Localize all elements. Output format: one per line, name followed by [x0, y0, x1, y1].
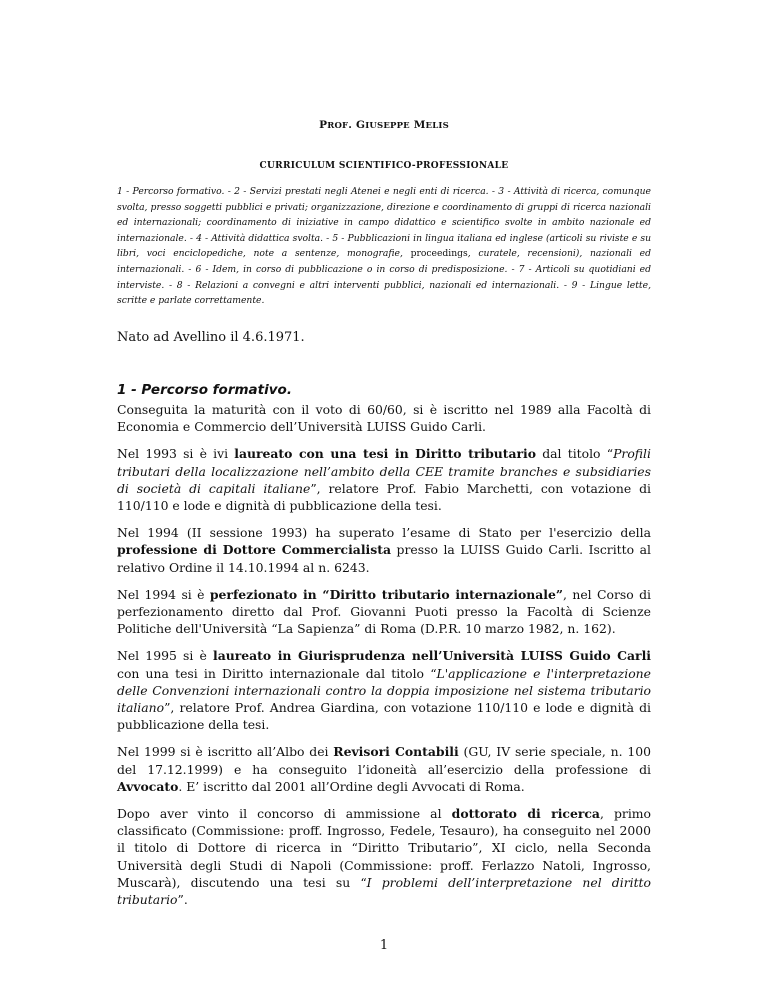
text: (GU, IV serie speciale, n. 100 del 17.12.1999) e ha conseguito l’idoneità all’esercizio della professione di: [117, 744, 651, 777]
title-part: ELIS: [425, 121, 449, 131]
birth-info: Nato ad Avellino il 4.6.1971.: [117, 330, 305, 345]
text-italic: Profili tributari della localizzazione nell’ambito della CEE tramite branches e subsidiaries di società di capitali italiane: [117, 446, 651, 496]
text: presso la LUISS Guido Carli. Iscritto al relativo Ordine il 14.10.1994 al n. 6243.: [117, 542, 652, 575]
table-of-contents-summary: [117, 184, 651, 309]
section-body: [117, 401, 651, 918]
text: . E’ iscritto dal 2001 all’Ordine degli Avvocati di Roma.: [178, 778, 525, 794]
text-italic: I problemi dell’interpretazione nel diritto tributario: [117, 874, 651, 908]
text-bold: Revisori Contabili: [333, 744, 459, 760]
title-part: . G: [348, 119, 366, 131]
document-title: [117, 119, 651, 131]
text-italic: L'applicazione e l'interpretazione delle Convenzioni internazionali contro la doppia imposizione nel sistema tributario italiano: [117, 665, 651, 716]
document-subtitle: CURRICULUM SCIENTIFICO-PROFESSIONALE: [259, 161, 509, 171]
title-part: IUSEPPE: [365, 121, 410, 131]
title-part: P: [319, 119, 328, 131]
paragraph: [117, 445, 651, 514]
summary-text: proceedings: [410, 248, 468, 260]
text: ”, relatore Prof. Andrea Giardina, con votazione 110/110 e lode e dignità di pubblicazione della tesi.: [117, 700, 651, 733]
title-part: M: [409, 119, 426, 131]
text: Nel 1994 (II sessione 1993) ha superato l’esame di Stato per l'esercizio della: [117, 525, 651, 541]
text: Conseguita la maturità con il voto di 60/60, si è iscritto nel 1989 alla Facoltà di Economia e Commercio dell’Università LUISS Guido Carli.: [117, 402, 651, 435]
text-bold: laureato con una tesi in Diritto tributario: [234, 446, 537, 462]
text: con una tesi in Diritto internazionale dal titolo “: [117, 665, 437, 681]
text: Dopo aver vinto il concorso di ammissione al: [117, 806, 452, 822]
text: ”, relatore Prof. Fabio Marchetti, con votazione di 110/110 e lode e dignità di pubblicazione della tesi.: [117, 480, 652, 514]
text-bold: perfezionato in “Diritto tributario internazionale”: [209, 586, 564, 602]
summary-text: 1 - Percorso formativo. - 2 - Servizi prestati negli Atenei e negli enti di ricerca. - 3 - Attività di ricerca, comunque svolta, presso soggetti pubblici e privati; organizzazione, direzione e coordinamento di gruppi di ricerca nazionali ed internazionali; coordinamento di iniziative in campo didattico e scientifico svolte in ambito nazionale ed internazionale. - 4 - Attività didattica svolta. - 5 - Pubblicazioni in lingua italiana ed inglese (articoli su riviste e su libri, voci enciclopediche, note a sentenze, monografie,: [117, 186, 651, 260]
text: ”.: [177, 892, 188, 908]
text: Nel 1994 si è: [117, 586, 210, 602]
text-bold: dottorato di ricerca: [451, 806, 600, 822]
section-heading: 1 - Percorso formativo.: [117, 382, 292, 398]
text: Nel 1993 si è ivi: [117, 446, 235, 462]
text: dal titolo “: [536, 446, 614, 462]
text-bold: Avvocato: [117, 778, 179, 794]
page-number: 1: [379, 938, 389, 953]
summary-text: , curatele, recensioni), nazionali ed internazionali. - 6 - Idem, in corso di pubblicazione o in corso di predisposizione. - 7 - Articoli su quotidiani ed interviste. - 8 - Relazioni a convegni e altri interventi pubblici, nazionali ed internazionali. - 9 - Lingue lette, scritte e parlate correttamente.: [117, 248, 651, 307]
paragraph: [117, 743, 651, 795]
paragraph: [117, 524, 651, 576]
paragraph: [117, 647, 651, 733]
text: , primo classificato (Commissione: proff. Ingrosso, Fedele, Tesauro), ha conseguito nel 2000 il titolo di Dottore di ricerca in “Diritto Tributario”, XI ciclo, nella Seconda Università degli Studi di Napoli (Commissione: proff. Ferlazzo Natoli, Ingrosso, Muscarà), discutendo una tesi su “: [117, 806, 652, 890]
title-part: ROF: [327, 121, 349, 131]
text: Nel 1995 si è: [117, 648, 213, 664]
text: Nel 1999 si è iscritto all’Albo dei: [117, 744, 334, 760]
text-bold: professione di Dottore Commercialista: [117, 542, 391, 558]
paragraph: [117, 401, 651, 435]
text: , nel Corso di perfezionamento diretto dal Prof. Giovanni Puoti presso la Facoltà di Scienze Politiche dell'Università “La Sapienza” di Roma (D.P.R. 10 marzo 1982, n. 162).: [117, 586, 651, 637]
paragraph: [117, 586, 651, 638]
text-bold: laureato in Giurisprudenza nell’Università LUISS Guido Carli: [213, 648, 651, 664]
paragraph: [117, 805, 651, 908]
